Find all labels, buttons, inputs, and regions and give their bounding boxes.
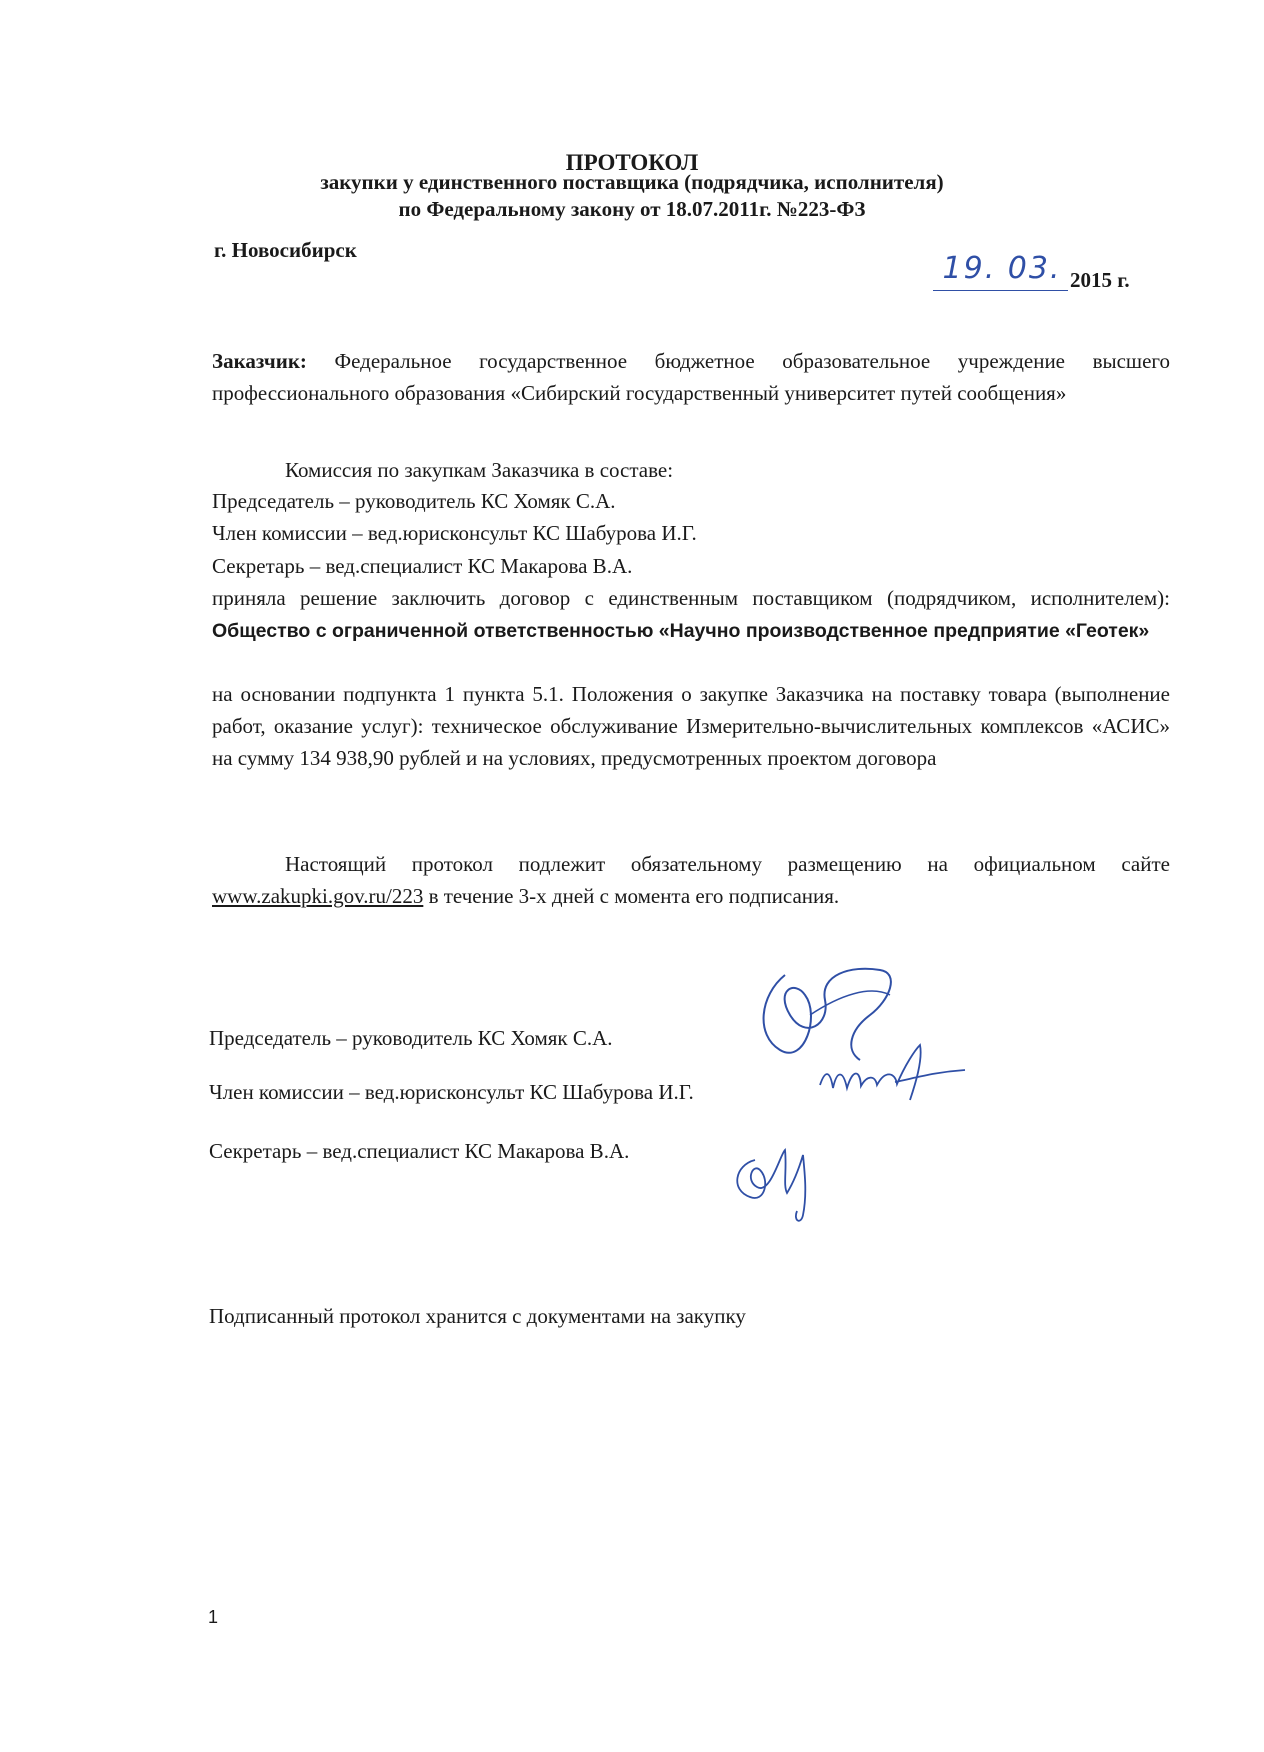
commission-secretary: Секретарь – вед.специалист КС Макарова В.А.	[212, 554, 633, 578]
publication-text-after: в течение 3-х дней с момента его подписания.	[428, 884, 840, 908]
customer-text: Федеральное государственное бюджетное образовательное учреждение высшего профессионального образования «Сибирский государственный университет путей сообщения»	[212, 349, 1170, 405]
document-subtitle: закупки у единственного поставщика (подрядчика, исполнителя)	[320, 170, 944, 194]
signature-secretary	[725, 1125, 835, 1225]
document-title: ПРОТОКОЛ	[565, 150, 699, 175]
handwritten-date: 19. 03.	[942, 251, 1062, 286]
publication-paragraph	[212, 848, 1170, 912]
law-reference: по Федеральному закону от 18.07.2011г. №223-ФЗ	[398, 197, 866, 221]
commission-intro: Комиссия по закупкам Заказчика в составе:	[285, 458, 674, 482]
customer-paragraph	[212, 345, 1170, 409]
zakupki-link[interactable]: www.zakupki.gov.ru/223	[212, 884, 424, 908]
supplier-name: Общество с ограниченной ответственностью «Научно производственное предприятие «Геотек»	[212, 620, 1150, 642]
commission-chair: Председатель – руководитель КС Хомяк С.А.	[212, 489, 616, 513]
place: г. Новосибирск	[214, 238, 357, 262]
signature-line-member: Член комиссии – вед.юрисконсульт КС Шабурова И.Г.	[209, 1080, 694, 1104]
customer-label: Заказчик:	[212, 349, 307, 373]
publication-text: Настоящий протокол подлежит обязательному размещению на официальном сайте	[285, 852, 1170, 876]
commission-member: Член комиссии – вед.юрисконсульт КС Шабурова И.Г.	[212, 521, 697, 545]
signature-line-secretary: Секретарь – вед.специалист КС Макарова В.А.	[209, 1139, 630, 1163]
date-underline	[933, 290, 1068, 291]
decision-basis: на основании подпункта 1 пункта 5.1. Положения о закупке Заказчика на поставку товара (выполнение работ, оказание услуг): техническое обслуживание Измерительно-вычислительных комплексов «АСИС» на сумму 134 938,90 рублей и на условиях, предусмотренных проектом договора	[212, 682, 1170, 770]
storage-note: Подписанный протокол хранится с документами на закупку	[209, 1304, 746, 1328]
date-year: 2015 г.	[1070, 268, 1130, 292]
signature-line-chair: Председатель – руководитель КС Хомяк С.А.	[209, 1026, 613, 1050]
page-number: 1	[208, 1607, 219, 1627]
decision-lead: приняла решение заключить договор с единственным поставщиком (подрядчиком, исполнителем):	[212, 586, 1170, 610]
decision-paragraph	[212, 582, 1170, 647]
signature-member	[815, 1040, 975, 1110]
